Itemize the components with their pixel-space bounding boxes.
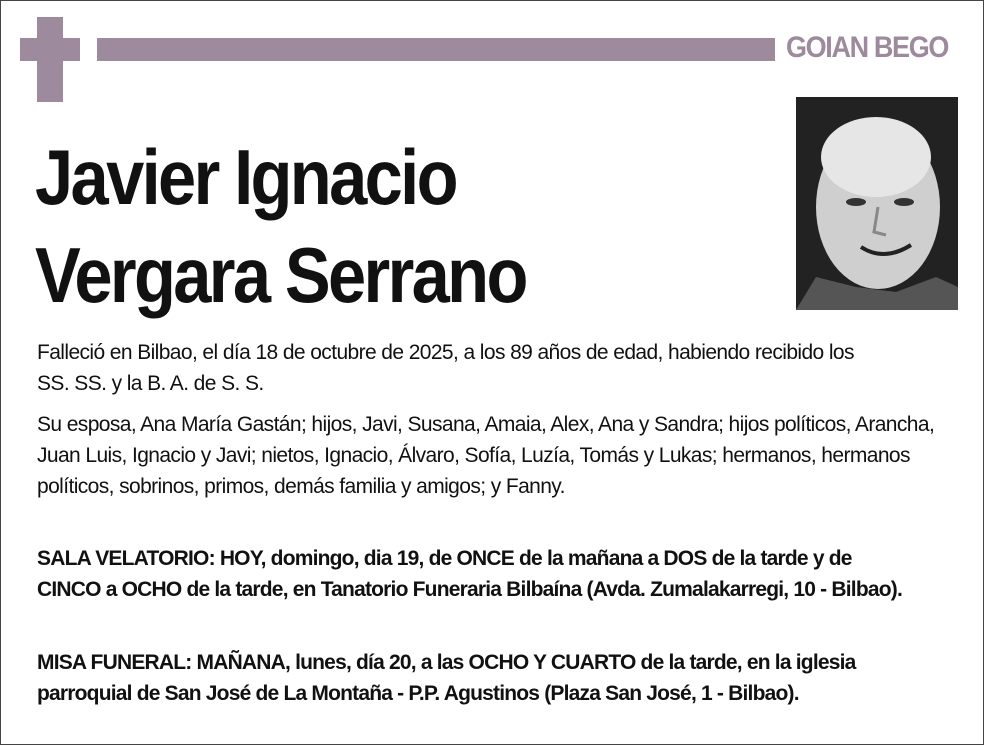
cross-icon-arm — [20, 38, 80, 61]
deceased-name-line2: Vergara Serrano — [35, 231, 526, 319]
portrait-photo — [796, 97, 958, 310]
obituary-body — [37, 337, 887, 413]
funeral-mass-notice: MISA FUNERAL: MAÑANA, lunes, día 20, a las OCHO Y CUARTO de la tarde, en la iglesia parroquial de San José de La Montaña - P.P. Agustinos (Plaza San José, 1 - Bilbao). — [37, 651, 856, 705]
family-notice: Su esposa, Ana María Gastán; hijos, Javi, Susana, Amaia, Alex, Ana y Sandra; hijos políticos, Arancha, Juan Luis, Ignacio y Javi; nietos, Ignacio, Álvaro, Sofía, Luzía, Tomás y Lukas; hermanos, hermanos políticos, sobrinos, primos, demás familia y amigos; y Fanny. — [37, 413, 935, 498]
wake-section — [37, 543, 917, 619]
header-bar — [97, 38, 775, 61]
funeral-section — [37, 647, 937, 723]
wake-notice: SALA VELATORIO: HOY, domingo, dia 19, de ONCE de la mañana a DOS de la tarde y de CINCO a OCHO de la tarde, en Tanatorio Funeraria Bilbaína (Avda. Zumalakarregi, 10 - Bilbao). — [37, 547, 902, 601]
death-notice: Falleció en Bilbao, el día 18 de octubre de 2025, a los 89 años de edad, habiendo recibido los SS. SS. y la B. A. de S. S. — [37, 341, 854, 395]
brand-title: GOIAN BEGO — [786, 31, 949, 64]
deceased-name-line1: Javier Ignacio — [35, 133, 456, 221]
family-section — [37, 409, 957, 516]
